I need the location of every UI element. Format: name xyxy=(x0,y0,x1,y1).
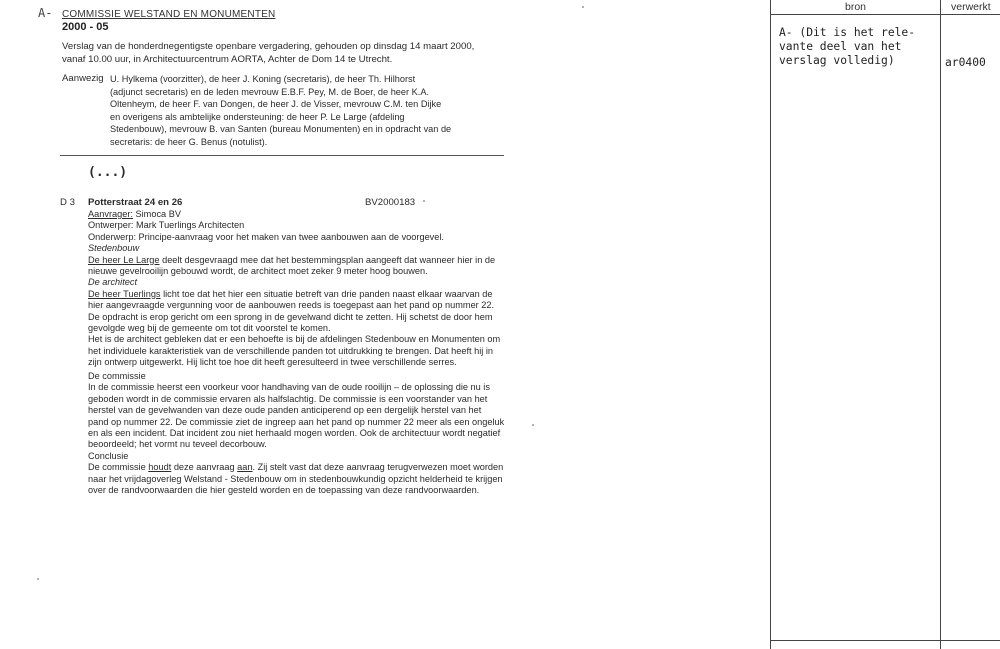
attendees-line: U. Hylkema (voorzitter), de heer J. Koning (secretaris), de heer Th. Hilhorst xyxy=(110,74,416,84)
organization-name: COMMISSIE WELSTAND EN MONUMENTEN xyxy=(62,9,276,20)
scan-speck xyxy=(423,200,425,202)
paragraph-line xyxy=(88,289,518,300)
paragraph-line: het individuele karakteristiek van de verschillende panden tot uitdrukking te brengen. Dat heeft hij in xyxy=(88,345,494,356)
agenda-item-body-continued xyxy=(88,371,528,496)
table-column-divider xyxy=(940,0,941,649)
paragraph-line: nieuwe gevelrooilijn gebouwd wordt, de architect moet zeker 9 meter hoog bouwen. xyxy=(88,266,428,277)
speaker-name: De heer Le Large xyxy=(88,254,160,265)
attendees-label: Aanwezig xyxy=(62,73,104,84)
attendees-line: en overigens als ambtelijke ondersteuning: de heer P. Le Large (afdeling xyxy=(110,111,405,122)
note-line: verslag volledig) xyxy=(779,54,895,67)
intro-line: vanaf 10.00 uur, in Architectuurcentrum AORTA, Achter de Dom 14 te Utrecht. xyxy=(62,54,393,65)
attendees-list xyxy=(110,73,510,148)
paragraph-line: hier aangevraagde vergunning voor de aanbouwen reeds is toegepast aan het pand op nummer 22. xyxy=(88,300,495,311)
table-bottom-rule xyxy=(770,640,1000,641)
column-header-processed: verwerkt xyxy=(951,1,991,13)
subject-line: Onderwerp: Principe-aanvraag voor het maken van twee aanbouwen aan de voorgevel. xyxy=(88,231,444,242)
applicant-value: Simoca BV xyxy=(135,209,181,219)
agenda-item-body xyxy=(88,209,518,369)
agenda-item-file-number: BV2000183 xyxy=(365,197,416,208)
decision-word: aan xyxy=(237,462,253,473)
intro-line: Verslag van de honderdnegentigste openbare vergadering, gehouden op dinsdag 14 maart 2000, xyxy=(62,41,475,52)
paragraph-line xyxy=(88,462,528,473)
paragraph-line: herstel van de gevelwanden van deze oude panden anticiperend op een dergelijk herstel van het xyxy=(88,405,482,416)
paragraph-line: en als een incident. Dat incident zou niet herhaald mogen worden. Ook de architectuur wordt negatief xyxy=(88,428,501,439)
paragraph-text: De commissie xyxy=(88,462,146,473)
note-line: vante deel van het xyxy=(779,40,902,53)
omission-marker: (...) xyxy=(88,165,128,180)
attendees-line: Oltenheym, de heer F. van Dongen, de heer J. de Visser, mevrouw C.M. ten Dijke xyxy=(110,99,442,109)
document-number: 2000 - 05 xyxy=(62,21,109,33)
note-line: A- (Dit is het rele- xyxy=(779,26,916,39)
heading-conclusie: Conclusie xyxy=(88,450,129,461)
paragraph-line: beoordeeld; het vormt nu teveel decorbouw. xyxy=(88,439,267,450)
paragraph-line xyxy=(88,255,518,266)
paragraph-line: De opdracht is erop gericht om een sprong in de gevelwand dicht te zetten. Hij schetst de door hem xyxy=(88,311,493,322)
attendees-line: (adjunct secretaris) en de leden mevrouw E.B.F. Pey, M. de Boer, de heer K.A. xyxy=(110,86,429,97)
decision-word: houdt xyxy=(148,462,172,473)
paragraph-line: naar het vrijdagoverleg Welstand - Stedenbouw om in stedenbouwkundig opzicht helderheid te krijgen xyxy=(88,473,503,484)
paragraph-text: deze aanvraag xyxy=(173,462,235,473)
applicant-label: Aanvrager: xyxy=(88,209,133,219)
scan-speck xyxy=(582,6,584,8)
attendees-line: Stedenbouw), mevrouw B. van Santen (bureau Monumenten) en in opdracht van de xyxy=(110,124,452,134)
paragraph-line: over de randvoorwaarden die hier gesteld worden en de toepassing van deze randvoorwaarden. xyxy=(88,485,480,496)
scan-speck xyxy=(532,424,534,426)
paragraph-line: pand op nummer 22. De commissie ziet de ingreep aan het pand op nummer 22 meer als een ongeluk xyxy=(88,416,505,427)
paragraph-line: Het is de architect gebleken dat er een behoefte is bij de afdelingen Stedenbouw en Monumenten om xyxy=(88,334,501,345)
archive-code: ar0400 xyxy=(945,56,986,69)
heading-stedenbouw: Stedenbouw xyxy=(88,243,140,254)
source-note xyxy=(779,26,944,68)
speaker-name: De heer Tuerlings xyxy=(88,288,161,299)
paragraph-text: . Zij stelt vast dat deze aanvraag terugverwezen moet worden xyxy=(252,462,504,473)
column-header-source: bron xyxy=(845,1,867,13)
agenda-item-code: D 3 xyxy=(60,197,75,208)
meeting-intro xyxy=(62,40,502,66)
heading-architect: De architect xyxy=(88,277,138,288)
paragraph-line: In de commissie heerst een voorkeur voor handhaving van de oude rooilijn – de oplossing die nu is xyxy=(88,382,490,393)
handwritten-marker: A- xyxy=(38,6,53,20)
attendees-line: secretaris: de heer G. Benus (notulist). xyxy=(110,136,268,147)
paragraph-line: geboden wordt in de commissie ervaren als halfslachtig. De commissie is een voorstander van het xyxy=(88,393,488,404)
applicant-line xyxy=(88,209,518,220)
agenda-item-address: Potterstraat 24 en 26 xyxy=(88,197,183,208)
paragraph-text: deelt desgevraagd mee dat het bestemmingsplan aangeeft dat wanneer hier in de xyxy=(162,254,496,265)
paragraph-line: gevolgde weg bij de gemeente om tot dit voorstel te komen. xyxy=(88,323,331,334)
scan-speck xyxy=(37,578,39,580)
paragraph-text: licht toe dat het hier een situatie betreft van drie panden naast elkaar waarvan de xyxy=(163,288,493,299)
section-divider xyxy=(60,155,504,156)
paragraph-line: zijn ontwerp uitgewerkt. Hij licht toe hoe dit heeft geresulteerd in twee verschillende serres. xyxy=(88,357,457,368)
table-header-rule xyxy=(770,14,1000,15)
designer-line: Ontwerper: Mark Tuerlings Architecten xyxy=(88,220,245,231)
heading-commissie: De commissie xyxy=(88,371,146,381)
table-border-left xyxy=(770,0,771,649)
